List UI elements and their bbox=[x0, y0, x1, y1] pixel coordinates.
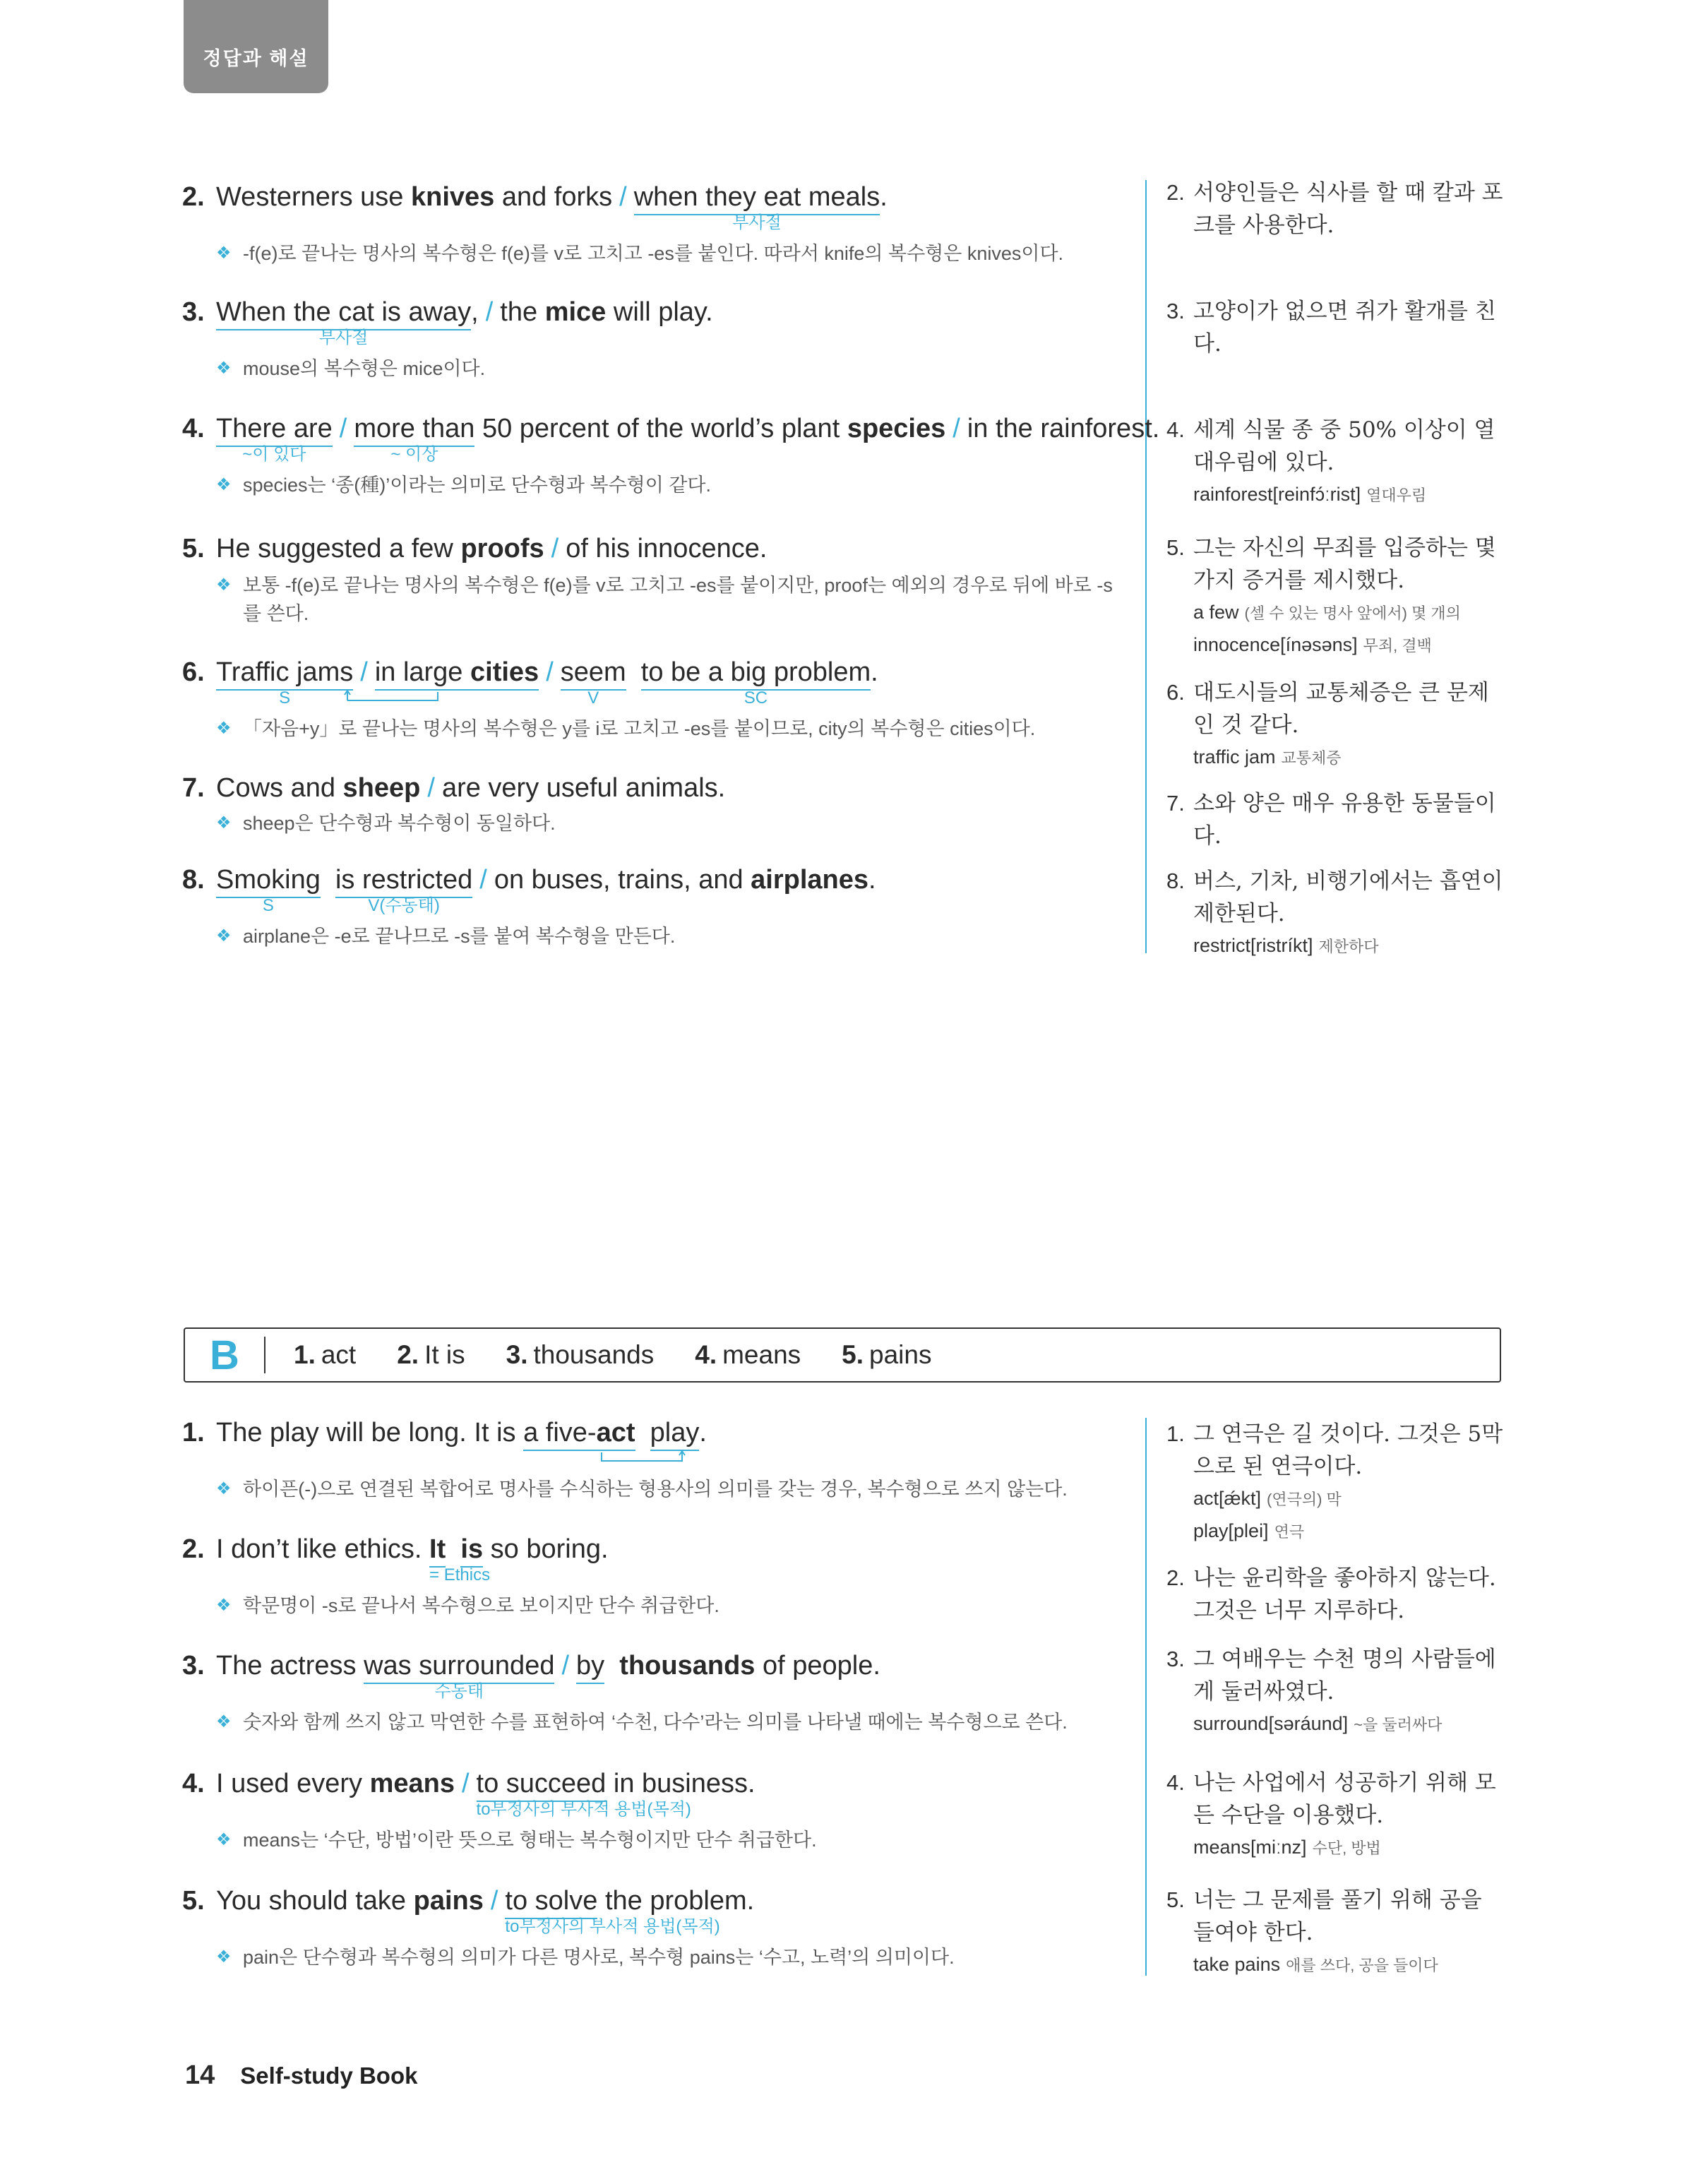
text: are very useful animals. bbox=[441, 773, 726, 803]
slash: / bbox=[479, 865, 487, 895]
item-number: 5. bbox=[182, 1886, 205, 1916]
explanation-note bbox=[182, 471, 1149, 499]
slash: / bbox=[461, 1769, 470, 1798]
text: to succeed bbox=[476, 1769, 607, 1798]
text: The play will be long. It is bbox=[216, 1418, 524, 1447]
answer-4 bbox=[695, 1340, 801, 1370]
item-number: 3. bbox=[182, 1651, 205, 1681]
text: Smoking bbox=[216, 865, 321, 895]
text: was surrounded bbox=[364, 1651, 555, 1681]
text: in large bbox=[374, 657, 471, 687]
vocab-meaning: 무죄, 결백 bbox=[1363, 637, 1432, 655]
note-text: sheep은 단수형과 복수형이 동일하다. bbox=[243, 813, 556, 834]
translation-text bbox=[1166, 1767, 1505, 1832]
text: I used every bbox=[216, 1769, 370, 1798]
vocab-word: rainforest[reinfɔ́ːrist] bbox=[1193, 484, 1361, 505]
translation-number: 3. bbox=[1166, 299, 1185, 323]
translation-a3 bbox=[1166, 295, 1505, 360]
translation-text bbox=[1166, 1418, 1505, 1483]
explanation-note bbox=[182, 1592, 1149, 1620]
translation-b3 bbox=[1166, 1643, 1505, 1741]
explanation-note bbox=[182, 1943, 1149, 1971]
keyword: It bbox=[429, 1534, 446, 1564]
vocab-entry bbox=[1166, 479, 1505, 511]
translation-text bbox=[1166, 295, 1505, 360]
underlined-phrase bbox=[650, 1417, 700, 1451]
annotation: 부사절 bbox=[732, 213, 782, 232]
annotation: S bbox=[279, 688, 291, 708]
item-number: 5. bbox=[182, 534, 205, 563]
text: will play. bbox=[606, 297, 713, 327]
text: I don’t like ethics. bbox=[216, 1534, 430, 1564]
vocab-word: a few bbox=[1193, 602, 1239, 623]
note-text: 「자음+y」로 끝나는 명사의 복수형은 y를 i로 고치고 -es를 붙이므로, city의 복수형은 cities이다. bbox=[243, 718, 1036, 739]
text: the bbox=[500, 297, 545, 327]
keyword: thousands bbox=[619, 1651, 756, 1681]
section-tab-label: 정답과 해설 bbox=[203, 48, 309, 69]
keyword: means bbox=[369, 1769, 455, 1798]
answer-1 bbox=[294, 1340, 356, 1370]
keyword: is bbox=[460, 1534, 484, 1564]
a-item-3 bbox=[182, 295, 1149, 383]
answer-text: pains bbox=[869, 1340, 932, 1369]
vocab-meaning: 열대우림 bbox=[1366, 486, 1427, 504]
translation-b1 bbox=[1166, 1418, 1505, 1548]
slash: / bbox=[561, 1651, 570, 1681]
text: the problem. bbox=[597, 1886, 755, 1916]
keyword: sheep bbox=[342, 773, 421, 803]
translation-b5 bbox=[1166, 1884, 1505, 1981]
translation-line: 그 연극은 길 것이다. 그것은 5막으로 된 연극이다. bbox=[1193, 1421, 1503, 1479]
sentence bbox=[182, 295, 1149, 347]
translation-number: 6. bbox=[1166, 680, 1185, 705]
translation-line: 세계 식물 종 중 50% 이상이 열대우림에 있다. bbox=[1193, 417, 1495, 475]
underlined-phrase bbox=[216, 657, 354, 708]
translation-line: 그 여배우는 수천 명의 사람들에게 둘러싸였다. bbox=[1193, 1647, 1496, 1705]
keyword: mice bbox=[544, 297, 607, 327]
translation-line: 그는 자신의 무죄를 입증하는 몇 가지 증거를 제시했다. bbox=[1193, 535, 1496, 593]
slash: / bbox=[619, 182, 627, 212]
text: He suggested a few bbox=[216, 534, 461, 563]
translation-number: 2. bbox=[1166, 1565, 1185, 1590]
a-item-4 bbox=[182, 412, 1160, 499]
underlined-phrase bbox=[375, 657, 539, 691]
annotation: = Ethics bbox=[429, 1565, 491, 1584]
text: Traffic jams bbox=[216, 657, 354, 687]
vocab-entry bbox=[1166, 1515, 1505, 1548]
annotation: 부사절 bbox=[318, 328, 369, 347]
note-text: mouse의 복수형은 mice이다. bbox=[243, 358, 486, 379]
answer-2 bbox=[397, 1340, 465, 1370]
keyword: airplanes bbox=[751, 865, 869, 895]
vocab-meaning: ~을 둘러싸다 bbox=[1354, 1716, 1443, 1733]
keyword: cities bbox=[470, 657, 539, 687]
vocab-entry bbox=[1166, 629, 1505, 662]
vocab-word: traffic jam bbox=[1193, 746, 1276, 768]
a-item-8 bbox=[182, 863, 1149, 950]
underlined-phrase bbox=[216, 297, 472, 347]
vocab-meaning: (셀 수 있는 명사 앞에서) 몇 개의 bbox=[1244, 604, 1461, 622]
item-number: 2. bbox=[182, 1534, 205, 1564]
translation-line: 서양인들은 식사를 할 때 칼과 포크를 사용한다. bbox=[1193, 180, 1503, 238]
text: so boring. bbox=[483, 1534, 609, 1564]
translation-number: 4. bbox=[1166, 417, 1185, 442]
underlined-phrase bbox=[560, 657, 626, 708]
answer-text: It is bbox=[424, 1340, 465, 1369]
note-text: species는 ‘종(種)’이라는 의미로 단수형과 복수형이 같다. bbox=[243, 474, 712, 496]
annotation: 수동태 bbox=[434, 1682, 484, 1701]
translation-line: 소와 양은 매우 유용한 동물들이다. bbox=[1193, 791, 1496, 849]
explanation-note bbox=[182, 809, 1149, 837]
translation-text bbox=[1166, 414, 1505, 479]
b-item-4 bbox=[182, 1767, 1149, 1854]
text: is restricted bbox=[335, 865, 473, 895]
translation-number: 8. bbox=[1166, 868, 1185, 893]
translation-text bbox=[1166, 1884, 1505, 1949]
vocab-meaning: 애를 쓰다, 공을 들이다 bbox=[1286, 1957, 1438, 1974]
translation-a7 bbox=[1166, 787, 1505, 852]
explanation-note bbox=[182, 239, 1149, 268]
note-text: 보통 -f(e)로 끝나는 명사의 복수형은 f(e)를 v로 고치고 -es를 붙이지만, proof는 예외의 경우로 뒤에 바로 -s를 쓴다. bbox=[243, 575, 1113, 624]
translation-line: 너는 그 문제를 풀기 위해 공을 들여야 한다. bbox=[1193, 1887, 1482, 1945]
translation-number: 1. bbox=[1166, 1421, 1185, 1446]
text: There are bbox=[216, 414, 333, 443]
a-item-7 bbox=[182, 771, 1149, 837]
note-text: -f(e)로 끝나는 명사의 복수형은 f(e)를 v로 고치고 -es를 붙인다. 따라서 knife의 복수형은 knives이다. bbox=[243, 243, 1064, 264]
answer-number: 4. bbox=[695, 1340, 717, 1369]
answer-text: thousands bbox=[533, 1340, 655, 1369]
a-item-2 bbox=[182, 180, 1149, 268]
item-number: 4. bbox=[182, 414, 205, 443]
translation-number: 5. bbox=[1166, 535, 1185, 560]
underlined-phrase bbox=[640, 657, 871, 708]
modifier-arrow bbox=[343, 689, 442, 705]
vocab-word: play[plei] bbox=[1193, 1520, 1269, 1541]
text: when they eat meals bbox=[633, 182, 880, 212]
underlined-phrase bbox=[216, 864, 321, 915]
note-text: airplane은 -e로 끝나므로 -s를 붙여 복수형을 만든다. bbox=[243, 926, 676, 947]
translation-a2 bbox=[1166, 177, 1505, 241]
vocab-entry bbox=[1166, 1483, 1505, 1515]
translation-number: 5. bbox=[1166, 1887, 1185, 1912]
b-item-1 bbox=[182, 1416, 1149, 1503]
answer-5 bbox=[842, 1340, 931, 1370]
text: to be a big problem bbox=[640, 657, 871, 687]
underlined-phrase bbox=[460, 1534, 483, 1568]
keyword: species bbox=[847, 414, 946, 443]
sentence bbox=[182, 863, 1149, 915]
translation-line: 나는 윤리학을 좋아하지 않는다. 그것은 너무 지루하다. bbox=[1193, 1565, 1496, 1623]
vocab-entry bbox=[1166, 930, 1505, 962]
slash: / bbox=[551, 534, 559, 563]
answer-text: act bbox=[321, 1340, 357, 1369]
translation-a8 bbox=[1166, 865, 1505, 962]
item-number: 2. bbox=[182, 182, 205, 212]
note-text: 숫자와 함께 쓰지 않고 막연한 수를 표현하여 ‘수천, 다수’라는 의미를 나타낼 때에는 복수형으로 쓴다. bbox=[243, 1712, 1068, 1733]
text: of people. bbox=[755, 1651, 880, 1681]
translation-line: 고양이가 없으면 쥐가 활개를 친다. bbox=[1193, 299, 1496, 357]
sentence bbox=[182, 771, 1149, 805]
translation-a5 bbox=[1166, 532, 1505, 662]
translation-b2 bbox=[1166, 1562, 1505, 1627]
translation-number: 7. bbox=[1166, 791, 1185, 816]
vocab-entry bbox=[1166, 1708, 1505, 1741]
sentence bbox=[182, 1884, 1149, 1936]
text: seem bbox=[560, 657, 626, 687]
sentence bbox=[182, 532, 1149, 566]
keyword: knives bbox=[410, 182, 495, 212]
translation-number: 2. bbox=[1166, 180, 1185, 205]
item-number: 4. bbox=[182, 1769, 205, 1798]
note-text: 학문명이 -s로 끝나서 복수형으로 보이지만 단수 취급한다. bbox=[243, 1595, 719, 1616]
translation-number: 4. bbox=[1166, 1770, 1185, 1795]
text: You should take bbox=[216, 1886, 414, 1916]
explanation-note bbox=[182, 571, 1114, 628]
b-item-5 bbox=[182, 1884, 1149, 1971]
annotation: ~ 이상 bbox=[390, 445, 438, 464]
annotation: V bbox=[587, 688, 599, 708]
text: in business. bbox=[606, 1769, 756, 1798]
text: 50 percent of the world’s plant bbox=[474, 414, 847, 443]
sentence bbox=[182, 1767, 1149, 1819]
answer-text: means bbox=[722, 1340, 801, 1369]
vocab-entry bbox=[1166, 741, 1505, 774]
annotation: to부정사의 부사적 용법(목적) bbox=[505, 1917, 720, 1936]
translation-line: 버스, 기차, 비행기에서는 흡연이 제한된다. bbox=[1193, 868, 1503, 926]
translation-a4 bbox=[1166, 414, 1505, 511]
modifier-arrow bbox=[597, 1450, 696, 1465]
vocab-word: means[miːnz] bbox=[1193, 1837, 1307, 1858]
keyword: proofs bbox=[460, 534, 544, 563]
text: by bbox=[576, 1651, 605, 1681]
text: , bbox=[471, 297, 479, 327]
vocab-meaning: 제한하다 bbox=[1318, 938, 1379, 955]
text: more than bbox=[354, 414, 475, 443]
sentence bbox=[182, 180, 1149, 232]
slash: / bbox=[339, 414, 347, 443]
vocab-entry bbox=[1166, 1832, 1505, 1864]
slash: / bbox=[360, 657, 368, 687]
slash: / bbox=[546, 657, 554, 687]
translation-line: 나는 사업에서 성공하기 위해 모든 수단을 이용했다. bbox=[1193, 1770, 1496, 1828]
text: on buses, trains, and bbox=[494, 865, 751, 895]
vocab-entry bbox=[1166, 1949, 1505, 1981]
translation-text bbox=[1166, 865, 1505, 930]
sentence bbox=[182, 1416, 1149, 1451]
translation-text bbox=[1166, 787, 1505, 852]
annotation: to부정사의 부사적 용법(목적) bbox=[476, 1800, 691, 1819]
text: The actress bbox=[216, 1651, 364, 1681]
text: Westerners use bbox=[216, 182, 411, 212]
answer-box-b bbox=[184, 1327, 1501, 1383]
underlined-phrase bbox=[364, 1650, 555, 1701]
translation-a6 bbox=[1166, 676, 1505, 774]
text: . bbox=[880, 182, 888, 212]
slash: / bbox=[485, 297, 494, 327]
explanation-note bbox=[182, 1826, 1149, 1854]
vocab-meaning: (연극의) 막 bbox=[1267, 1491, 1342, 1508]
text: . bbox=[699, 1418, 707, 1447]
underlined-phrase bbox=[523, 1417, 635, 1451]
translation-text bbox=[1166, 676, 1505, 741]
answer-number: 1. bbox=[294, 1340, 316, 1369]
underlined-phrase bbox=[216, 413, 333, 464]
annotation: S bbox=[262, 896, 274, 915]
sentence bbox=[182, 1532, 1149, 1584]
annotation: V(수동태) bbox=[368, 896, 440, 915]
item-number: 3. bbox=[182, 297, 205, 327]
answer-number: 3. bbox=[506, 1340, 528, 1369]
item-number: 8. bbox=[182, 865, 205, 895]
keyword: pains bbox=[413, 1886, 484, 1916]
text: play bbox=[650, 1418, 700, 1447]
item-number: 6. bbox=[182, 657, 205, 687]
explanation-note bbox=[182, 1475, 1149, 1503]
a-item-6 bbox=[182, 655, 1149, 743]
translation-text bbox=[1166, 1643, 1505, 1708]
translation-text bbox=[1166, 177, 1505, 241]
text: Cows and bbox=[216, 773, 343, 803]
translation-text bbox=[1166, 532, 1505, 597]
translation-number: 3. bbox=[1166, 1647, 1185, 1671]
vocab-entry bbox=[1166, 597, 1505, 629]
vocab-word: surround[səráund] bbox=[1193, 1713, 1349, 1734]
slash: / bbox=[952, 414, 960, 443]
explanation-note bbox=[182, 922, 1149, 950]
explanation-note bbox=[182, 354, 1149, 383]
section-label: B bbox=[210, 1332, 239, 1378]
text: a five- bbox=[523, 1418, 597, 1447]
vocab-word: take pains bbox=[1193, 1954, 1281, 1975]
slash: / bbox=[427, 773, 435, 803]
sentence bbox=[182, 1649, 1149, 1701]
text: . bbox=[871, 657, 878, 687]
annotation: ~이 있다 bbox=[242, 445, 306, 464]
text: of his innocence. bbox=[566, 534, 768, 563]
page-number: 14 bbox=[185, 2060, 215, 2090]
a-item-5 bbox=[182, 532, 1149, 628]
explanation-note bbox=[182, 1708, 1149, 1736]
translation-text bbox=[1166, 1562, 1505, 1627]
text: When the cat is away bbox=[216, 297, 472, 327]
underlined-phrase bbox=[354, 413, 475, 464]
vocab-word: act[ǽkt] bbox=[1193, 1488, 1262, 1509]
vocab-meaning: 연극 bbox=[1274, 1523, 1305, 1541]
note-text: pain은 단수형과 복수형의 의미가 다른 명사로, 복수형 pains는 ‘수고, 노력’의 의미이다. bbox=[243, 1947, 955, 1968]
text: . bbox=[868, 865, 876, 895]
note-text: 하이픈(-)으로 연결된 복합어로 명사를 수식하는 형용사의 의미를 갖는 경우, 복수형으로 쓰지 않는다. bbox=[243, 1479, 1068, 1500]
item-number: 1. bbox=[182, 1418, 205, 1447]
section-tab bbox=[184, 0, 328, 93]
answer-number: 5. bbox=[842, 1340, 864, 1369]
underlined-phrase bbox=[576, 1650, 604, 1684]
vocab-meaning: 수단, 방법 bbox=[1312, 1839, 1381, 1857]
book-title: Self-study Book bbox=[240, 2062, 418, 2089]
text: in the rainforest. bbox=[967, 414, 1160, 443]
slash: / bbox=[490, 1886, 498, 1916]
item-number: 7. bbox=[182, 773, 205, 803]
translation-b4 bbox=[1166, 1767, 1505, 1864]
text: and forks bbox=[494, 182, 613, 212]
underlined-phrase bbox=[335, 864, 473, 915]
vocab-meaning: 교통체증 bbox=[1281, 749, 1342, 767]
answer-3 bbox=[506, 1340, 655, 1370]
box-separator bbox=[264, 1337, 265, 1373]
text: to solve bbox=[505, 1886, 598, 1916]
note-text: means는 ‘수단, 방법’이란 뜻으로 형태는 복수형이지만 단수 취급한다. bbox=[243, 1829, 817, 1851]
b-item-2 bbox=[182, 1532, 1149, 1620]
sentence bbox=[182, 412, 1160, 464]
explanation-note bbox=[182, 715, 1149, 743]
vocab-word: innocence[ínəsəns] bbox=[1193, 634, 1358, 655]
annotation: SC bbox=[743, 688, 768, 708]
underlined-phrase bbox=[633, 181, 880, 232]
page-footer bbox=[185, 2060, 417, 2091]
b-item-3 bbox=[182, 1649, 1149, 1736]
sentence bbox=[182, 655, 1149, 708]
vocab-word: restrict[ristríkt] bbox=[1193, 935, 1313, 956]
answer-number: 2. bbox=[397, 1340, 419, 1369]
keyword: act bbox=[596, 1418, 635, 1447]
translation-line: 대도시들의 교통체증은 큰 문제인 것 같다. bbox=[1193, 680, 1489, 738]
